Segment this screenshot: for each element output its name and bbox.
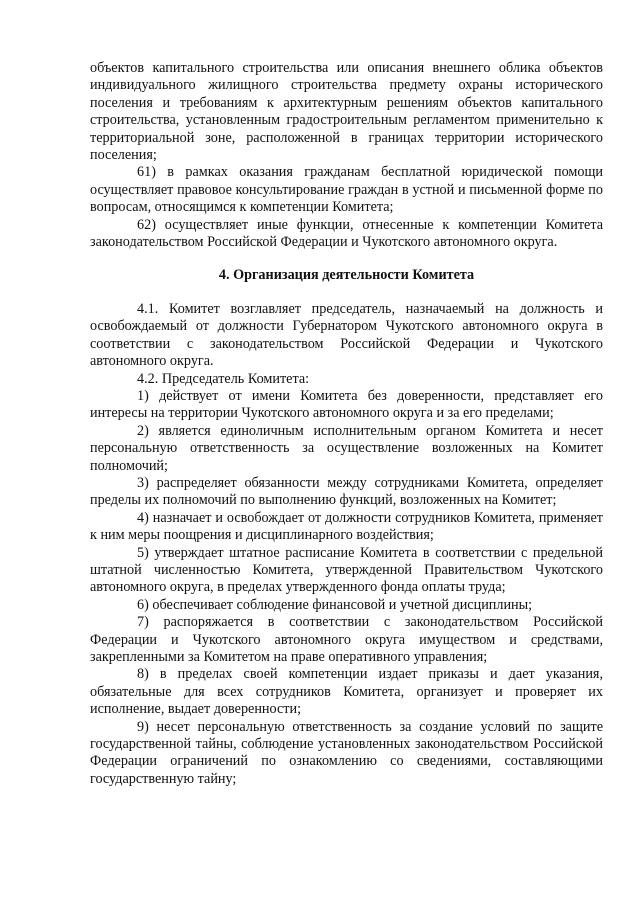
paragraph-item-4: 4) назначает и освобождает от должности сотрудников Комитета, применяет к ним меры поощрения и дисциплинарного воздействия; — [90, 509, 603, 544]
paragraph-item-5: 5) утверждает штатное расписание Комитета в соответствии с предельной штатной численностью Комитета, утвержденной Правительством Чукотского автономного округа, в пределах утвержденного фонда оплаты труда; — [90, 544, 603, 596]
paragraph-item-1: 1) действует от имени Комитета без доверенности, представляет его интересы на территории Чукотского автономного округа и за его пределами; — [90, 387, 603, 422]
paragraph-item-61: 61) в рамках оказания гражданам бесплатной юридической помощи осуществляет правовое консультирование граждан в устной и письменной форме по вопросам, относящимся к компетенции Комитета; — [90, 164, 603, 216]
paragraph-item-62: 62) осуществляет иные функции, отнесенные к компетенции Комитета законодательством Российской Федерации и Чукотского автономного округа. — [90, 216, 603, 251]
paragraph-continuation: объектов капитального строительства или описания внешнего облика объектов индивидуального жилищного строительства предмету охраны исторического поселения и требованиям к архитектурным решениям объектов капитального строительства, установленным градостроительным регламентом применительно к территориальной зоне, расположенной в границах территории исторического поселения; — [90, 60, 603, 164]
paragraph-item-7: 7) распоряжается в соответствии с законодательством Российской Федерации и Чукотского автономного округа имуществом и средствами, закрепленными за Комитетом на праве оперативного управления; — [90, 614, 603, 665]
paragraph-item-9: 9) несет персональную ответственность за создание условий по защите государственной тайны, соблюдение установленных законодательством Российской Федерации ограничений по ознакомлению со сведениями, составляющими государственную тайну; — [90, 718, 603, 787]
section-heading: 4. Организация деятельности Комитета — [218, 267, 475, 284]
paragraph-item-3: 3) распределяет обязанности между сотрудниками Комитета, определяет пределы их полномочий по выполнению функций, возложенных на Комитет; — [90, 474, 603, 509]
paragraph-item-6: 6) обеспечивает соблюдение финансовой и учетной дисциплины; — [137, 596, 533, 613]
document-page — [90, 60, 603, 788]
paragraph-4-2: 4.2. Председатель Комитета: — [137, 370, 310, 387]
paragraph-item-8: 8) в пределах своей компетенции издает приказы и дает указания, обязательные для всех сотрудников Комитета, организует и проверяет их исполнение, выдает доверенности; — [90, 666, 603, 718]
paragraph-item-2: 2) является единоличным исполнительным органом Комитета и несет персональную ответственность за осуществление возложенных на Комитет полномочий; — [90, 422, 603, 474]
paragraph-4-1: 4.1. Комитет возглавляет председатель, назначаемый на должность и освобождаемый от должности Губернатором Чукотского автономного округа в соответствии с законодательством Российской Федерации и Чукотского автономного округа. — [90, 300, 603, 370]
